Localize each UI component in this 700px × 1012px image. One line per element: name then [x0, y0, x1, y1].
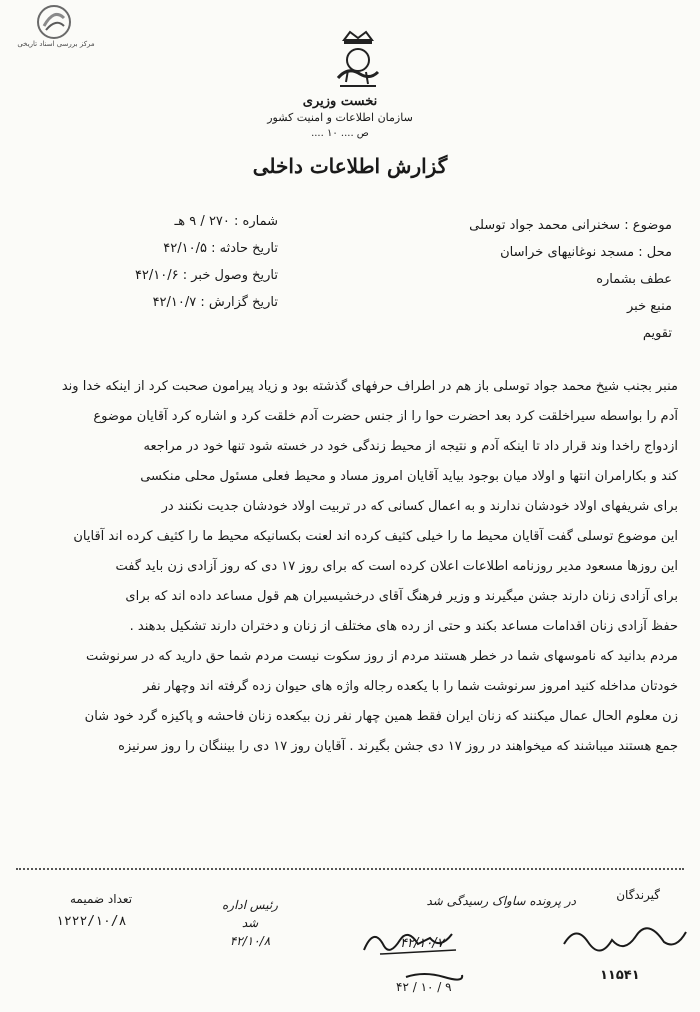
handwritten-date: ۴۲/۱۰/۷ — [400, 936, 444, 951]
agency-header — [240, 94, 440, 142]
body-line: جمع هستند میباشند که میخواهند در روز ۱۷ دی جشن بگیرند . آقایان روز ۱۷ دی را بیننگان را روز سرنیزه — [118, 739, 678, 754]
body-line: خودتان مداخله کنید امروز سرنوشت شما را با یکعده رجاله واژه های حیوان زده گرفته اند وچهار نفر — [143, 679, 678, 694]
footer-divider — [16, 868, 684, 870]
left-note-line-3: ۴۲/۱۰/۸ — [229, 934, 271, 948]
report-date: تاریخ گزارش : ۴۲/۱۰/۷ — [152, 295, 278, 310]
body-line: کند و بکارامران انتها و اولاد میان بوجود بیاید آقایان امروز مساد و محیط فعلی مسئول محلی منکسی — [140, 469, 678, 484]
received-date: تاریخ وصول خبر : ۴۲/۱۰/۶ — [134, 268, 278, 283]
archive-logo-icon — [36, 4, 72, 40]
stamp-date: ۹ / ۱۰ / ۴۲ — [396, 980, 452, 994]
body-line: حفظ آزادی زنان اقدامات مساعد بکند و حتی از رده های مختلف از زنان و دختران دارند تشکیل بدهند . — [129, 619, 678, 634]
agency-line-3: ص .... ۱۰ .... — [311, 128, 369, 139]
assessment-field: تقویم — [642, 326, 672, 341]
body-line: منبر بجنب شیخ محمد جواد توسلی باز هم در اطراف حرفهای گذشته بود و زیاد پیرامون صحبت کرد از اینکه خدا وند — [61, 379, 678, 394]
body-line: برای آزادی زنان دارند جشن میگیرند و وزیر فرهنگ آقای درخشیسیران هم قول مساعد داده اند که برای — [125, 589, 678, 604]
agency-line-2: سازمان اطلاعات و امنیت کشور — [267, 111, 413, 124]
signature-scribble-icon — [560, 920, 690, 960]
body-line: زن معلوم الحال عمال میکنند که زنان ایران فقط همین چهار نفر زن بیکعده زنان فاحشه و پاکیزه گرد خود شان — [84, 709, 678, 724]
report-metadata-left — [18, 208, 278, 316]
lion-and-sun-emblem — [330, 30, 386, 92]
date-underline — [404, 968, 464, 982]
signature-scribble-icon — [360, 920, 470, 960]
body-line: این روزها مسعود مدیر روزنامه اطلاعات اعلان کرده است که برای روز ۱۷ دی که روز آزادی زن باید گفت — [115, 559, 678, 574]
body-line: مردم بدانید که ناموسهای شما در خطر هستند مردم از روز سکوت نیست مردم شما حق دارید که در سرنوشت — [85, 649, 678, 664]
body-line: برای شریفهای اولاد خودشان ندارند و به اعمال کسانی که در تربیت اولاد خودشان جدیت نکنند در — [161, 499, 678, 514]
body-line: ازدواج راخدا وند قرار داد تا اینکه آدم و نتیجه از محیط زندگی خود در خسته شود تنها خود در مراجعه — [143, 439, 678, 454]
body-line: این موضوع توسلی گفت آقایان محیط ما را خیلی کثیف کرده اند لعنت بکسانیکه محیط ما را کثیف کرده اند آقایان — [73, 529, 678, 544]
place-field: محل : مسجد نوغانیهای خراسان — [500, 245, 672, 260]
subject-field: موضوع : سخنرانی محمد جواد توسلی — [469, 218, 672, 233]
attachment-count-label: تعداد ضمیمه — [70, 892, 133, 906]
report-metadata-right — [332, 212, 672, 347]
watermark-text: مرکز بررسی اسناد تاریخی — [17, 40, 95, 48]
archive-watermark — [6, 4, 106, 56]
attachment-count-value: ۱۲۲۲/۱۰/۸ — [56, 914, 127, 929]
reference-code: ۱۱۵۴۱ — [600, 968, 640, 983]
left-note-line-1: رئیس اداره — [222, 898, 278, 912]
main-signature — [360, 920, 470, 960]
body-line: آدم را بواسطه سیراخلقت کرد بعد احضرت حوا را از جنس حضرت آدم خلقت کرد و اشاره کرد آقایان موضوع — [93, 409, 678, 424]
event-date: تاریخ حادثه : ۴۲/۱۰/۵ — [163, 241, 278, 256]
source-field: منبع خبر — [627, 299, 672, 314]
underline-stroke-icon — [404, 969, 464, 983]
reference-field: عطف بشماره — [596, 272, 672, 287]
left-note-line-2: شد — [241, 916, 259, 930]
recipients-label: گیرندگان — [616, 888, 660, 902]
handwritten-note: در پرونده ساواک رسیدگی شد — [426, 894, 576, 908]
recipient-signature — [560, 920, 690, 960]
agency-line-1: نخست وزیری — [302, 94, 378, 109]
document-title: گزارش اطلاعات داخلی — [252, 154, 448, 178]
left-handwritten-note — [200, 896, 300, 950]
report-body — [22, 372, 678, 762]
report-number: شماره : ۲۷۰ / ۹ هـ — [174, 214, 278, 229]
